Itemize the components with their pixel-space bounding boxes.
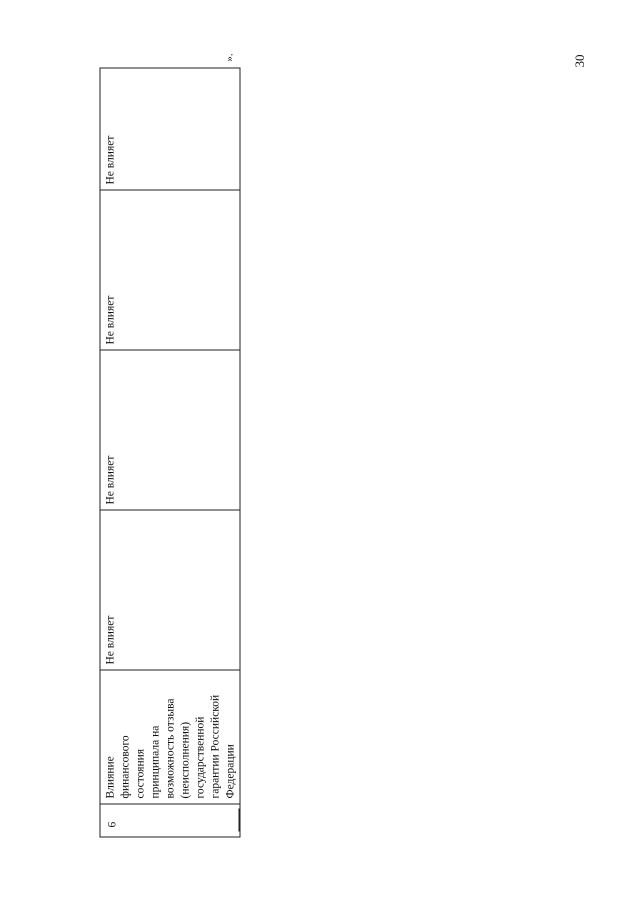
page-number: 30: [572, 54, 587, 68]
row-label-cell: [101, 671, 240, 805]
closing-mark: ».: [223, 53, 236, 62]
value-text-3: Не влияет: [104, 295, 117, 345]
row-number-cell: [101, 805, 240, 837]
value-text-1: Не влияет: [104, 615, 117, 665]
value-cell-4: [101, 69, 240, 191]
row-label: Влияние финансового состояния принципала на возможность отзыва (неисполнения) государственной гарантии Российской Федерации: [104, 694, 237, 799]
value-cell-2: [101, 351, 240, 511]
value-cell-3: [101, 191, 240, 351]
value-text-4: Не влияет: [104, 135, 117, 185]
row-number: 6: [104, 809, 240, 832]
data-table: [100, 68, 241, 838]
value-cell-1: [101, 511, 240, 671]
value-text-2: Не влияет: [104, 455, 117, 505]
